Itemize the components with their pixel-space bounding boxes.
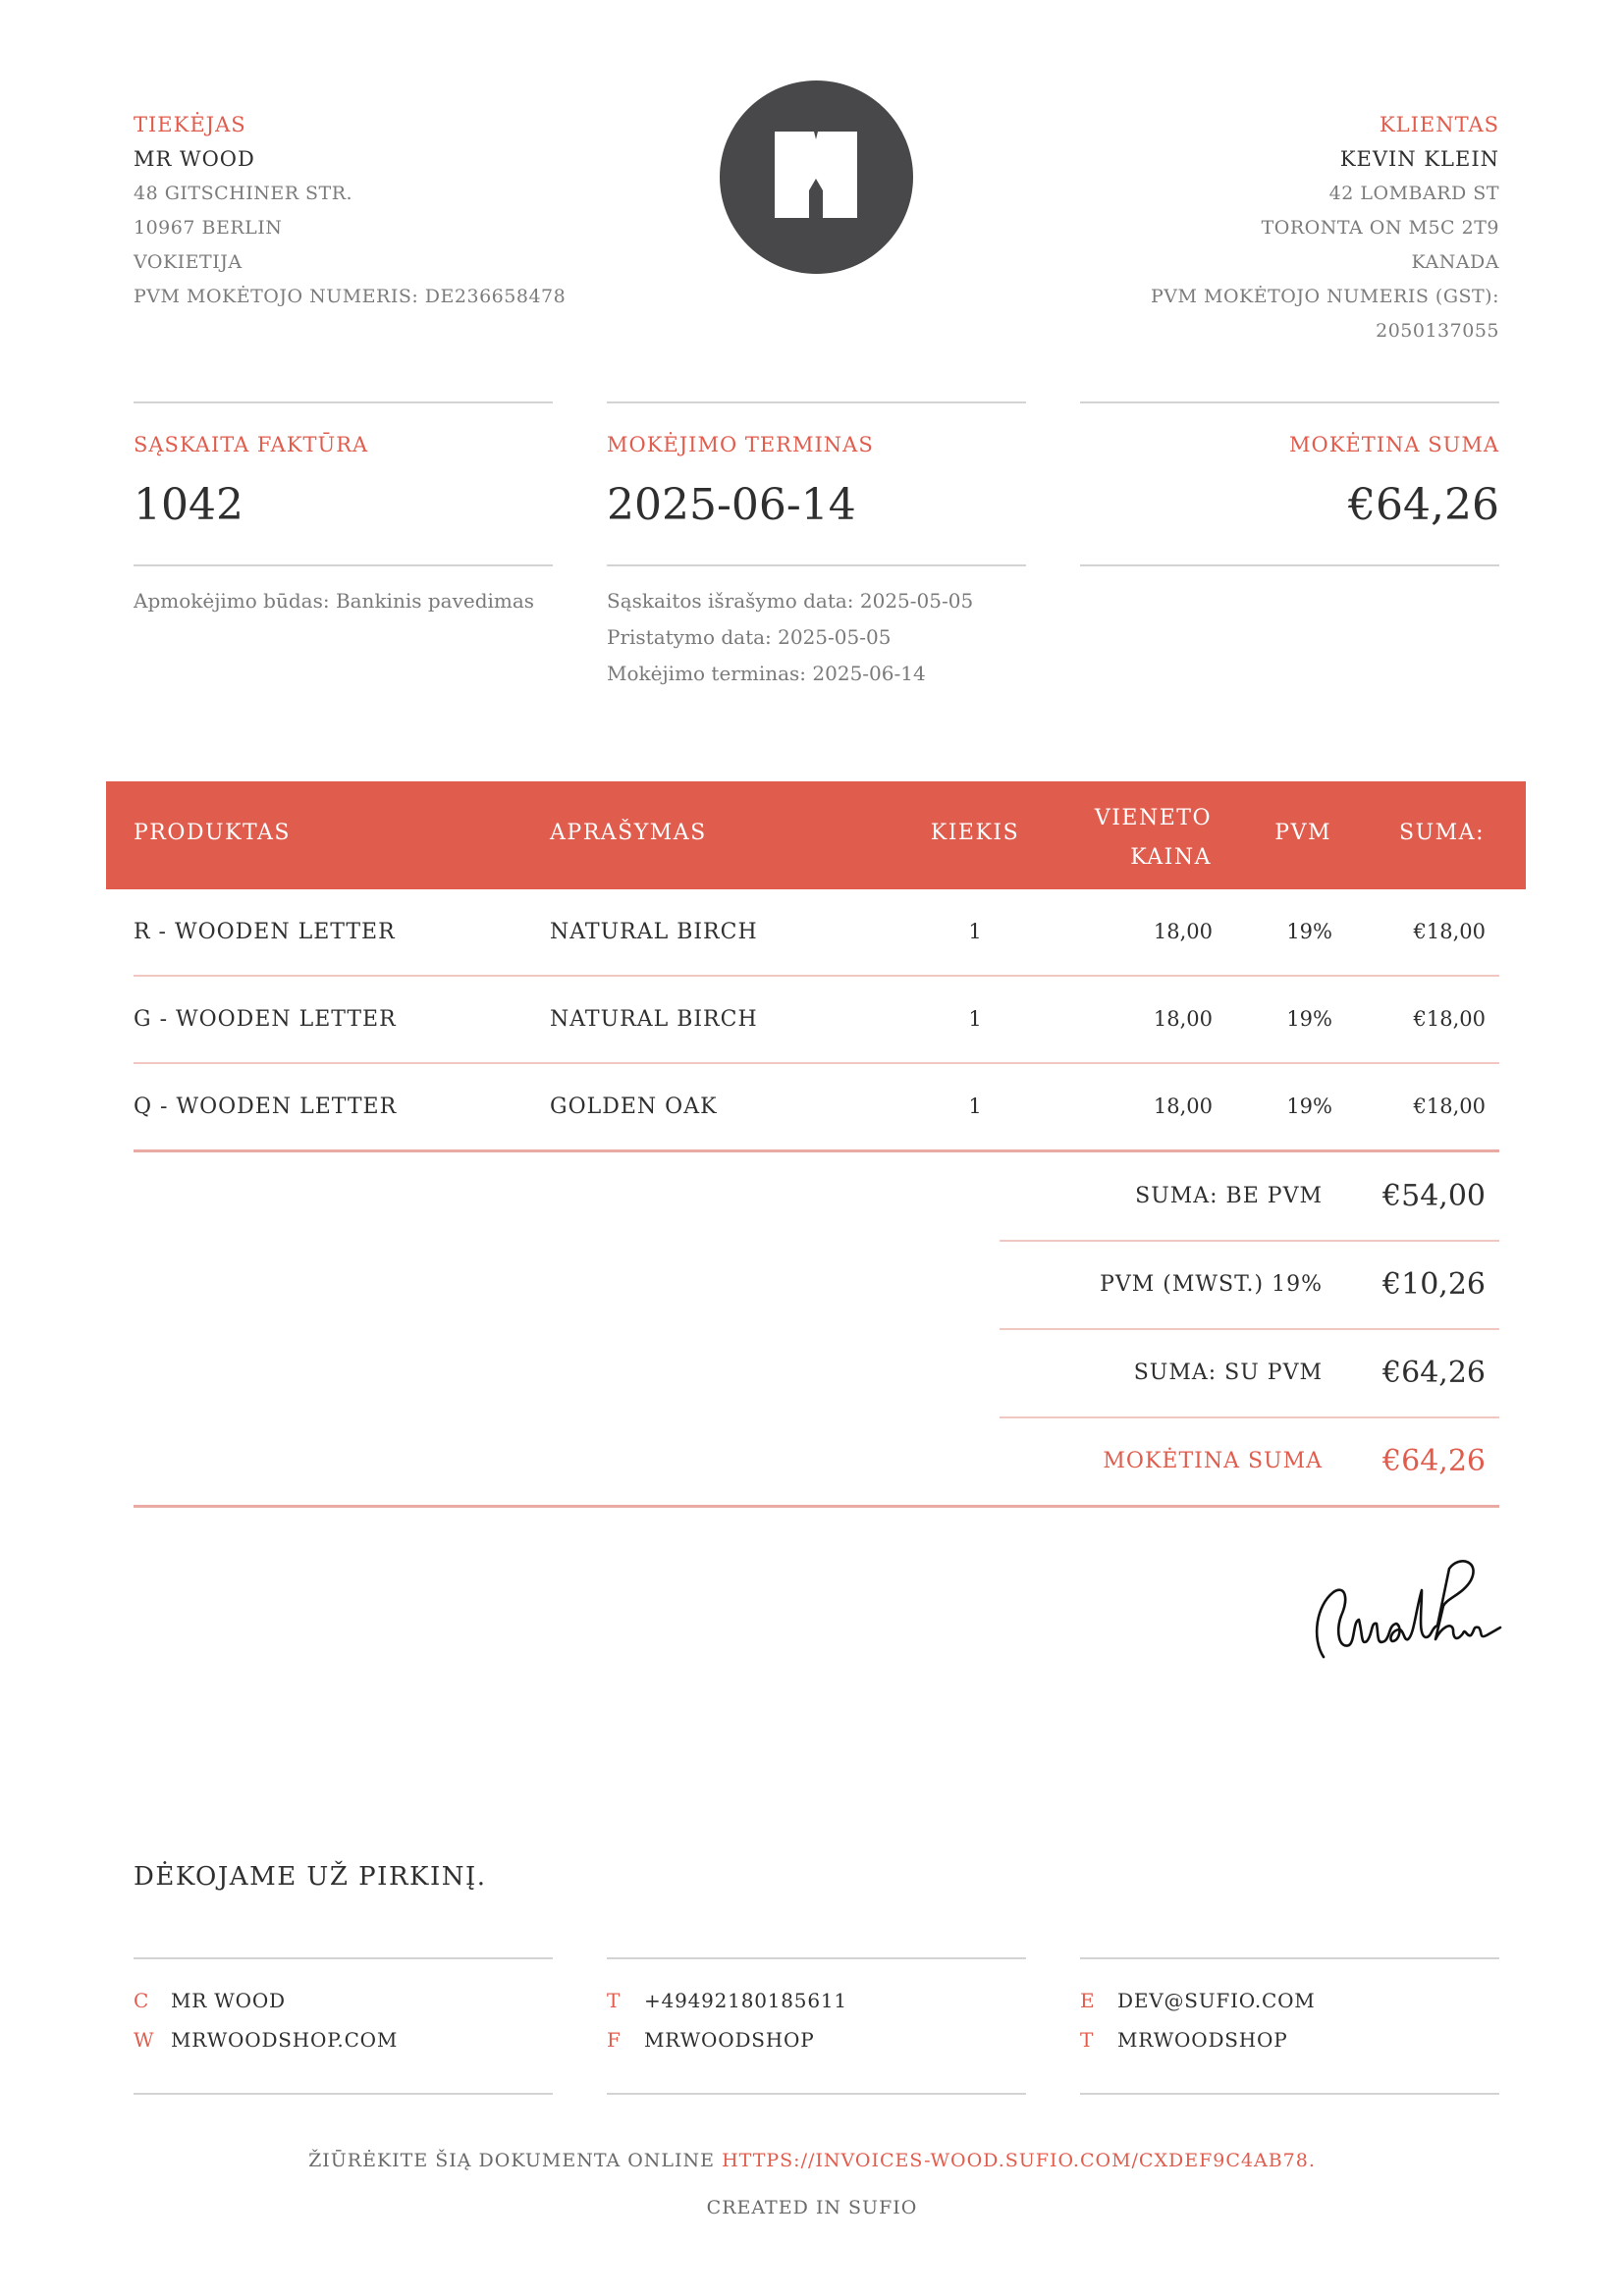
row-product: G - WOODEN LETTER bbox=[134, 1007, 397, 1032]
table-row bbox=[134, 977, 1499, 1064]
delivery-date: Pristatymo data: 2025-05-05 bbox=[607, 625, 892, 649]
due-row bbox=[1000, 1418, 1499, 1505]
amount-due: €64,26 bbox=[1348, 480, 1499, 530]
header-unit-price-line1: VIENETO bbox=[1094, 806, 1212, 830]
vat-label: PVM (MWST.) 19% bbox=[1100, 1272, 1323, 1297]
contact-key: T bbox=[607, 1989, 621, 2012]
invoice-number-label: SĄSKAITA FAKTŪRA bbox=[134, 433, 369, 456]
due-label: MOKĖTINA SUMA bbox=[1103, 1449, 1323, 1473]
logo-glyph bbox=[720, 80, 913, 274]
row-description: NATURAL BIRCH bbox=[550, 920, 758, 944]
invoice-number-column bbox=[134, 401, 553, 619]
client-vat-label: PVM MOKĖTOJO NUMERIS (GST): bbox=[1151, 286, 1499, 307]
vat-row bbox=[1000, 1242, 1499, 1330]
row-vat: 19% bbox=[1286, 920, 1332, 943]
supplier-label: TIEKĖJAS bbox=[134, 113, 246, 136]
total-value: €64,26 bbox=[1382, 1356, 1486, 1390]
header-description: APRAŠYMAS bbox=[550, 821, 707, 845]
amount-due-column bbox=[1080, 401, 1499, 566]
total-row bbox=[1000, 1330, 1499, 1418]
divider bbox=[1080, 2093, 1499, 2095]
issue-date: Sąskaitos išrašymo data: 2025-05-05 bbox=[607, 589, 974, 613]
due-value: €64,26 bbox=[1382, 1444, 1486, 1478]
supplier-name: MR WOOD bbox=[134, 147, 255, 171]
contact-phone bbox=[607, 1981, 847, 2020]
header-total: SUMA: bbox=[1399, 821, 1485, 845]
client-name: KEVIN KLEIN bbox=[1339, 147, 1499, 171]
due-date-label: MOKĖJIMO TERMINAS bbox=[607, 433, 874, 456]
contact-value[interactable]: DEV@SUFIO.COM bbox=[1117, 1989, 1316, 2012]
supplier-vat: PVM MOKĖTOJO NUMERIS: DE236658478 bbox=[134, 286, 567, 307]
totals-divider bbox=[134, 1505, 1499, 1508]
client-address1: 42 LOMBARD ST bbox=[1328, 183, 1499, 204]
header-unit-price bbox=[1095, 799, 1212, 878]
online-note bbox=[0, 2150, 1624, 2171]
row-unit-price: 18,00 bbox=[1153, 1095, 1213, 1118]
header-product: PRODUKTAS bbox=[134, 821, 291, 845]
client-label: KLIENTAS bbox=[1379, 113, 1499, 136]
due-date-column bbox=[607, 401, 1026, 692]
row-quantity: 1 bbox=[968, 1095, 982, 1118]
row-total: €18,00 bbox=[1413, 1007, 1486, 1031]
client-address2: TORONTA ON M5C 2T9 bbox=[1261, 217, 1499, 239]
client-vat-number: 2050137055 bbox=[1376, 320, 1499, 342]
payment-method: Apmokėjimo būdas: Bankinis pavedimas bbox=[134, 589, 535, 613]
divider bbox=[607, 2093, 1026, 2095]
contact-web[interactable] bbox=[134, 2020, 398, 2059]
subtotal-label: SUMA: BE PVM bbox=[1135, 1184, 1323, 1208]
online-text: ŽIŪRĖKITE ŠIĄ DOKUMENTA ONLINE bbox=[308, 2150, 716, 2171]
row-quantity: 1 bbox=[968, 1007, 982, 1031]
subtotal-value: €54,00 bbox=[1382, 1179, 1486, 1213]
row-total: €18,00 bbox=[1413, 920, 1486, 943]
row-description: GOLDEN OAK bbox=[550, 1095, 718, 1119]
row-quantity: 1 bbox=[968, 920, 982, 943]
contact-email[interactable] bbox=[1080, 1981, 1316, 2020]
contact-twitter[interactable] bbox=[1080, 2020, 1287, 2059]
header-quantity: KIEKIS bbox=[930, 821, 1020, 845]
payment-term: Mokėjimo terminas: 2025-06-14 bbox=[607, 662, 926, 685]
divider bbox=[1080, 564, 1499, 566]
contact-key: E bbox=[1080, 1989, 1095, 2012]
row-vat: 19% bbox=[1286, 1007, 1332, 1031]
client-country: KANADA bbox=[1411, 251, 1499, 273]
row-total: €18,00 bbox=[1413, 1095, 1486, 1118]
divider bbox=[134, 401, 553, 403]
supplier-country: VOKIETIJA bbox=[134, 251, 243, 273]
contact-company bbox=[134, 1981, 286, 2020]
client-block bbox=[989, 110, 1499, 348]
contact-value: +4949218018561​1 bbox=[644, 1989, 847, 2012]
divider bbox=[134, 564, 553, 566]
subtotal-row bbox=[1000, 1153, 1499, 1242]
mr-wood-logo-icon bbox=[720, 80, 913, 274]
row-product: Q - WOODEN LETTER bbox=[134, 1095, 398, 1119]
due-date: 2025-06-14 bbox=[607, 480, 856, 530]
vat-value: €10,26 bbox=[1382, 1267, 1486, 1302]
contact-key: T bbox=[1080, 2028, 1094, 2052]
thanks-message: DĖKOJAME UŽ PIRKINĮ. bbox=[134, 1862, 487, 1892]
contact-value[interactable]: MRWOODSHOP bbox=[644, 2028, 815, 2052]
contact-value[interactable]: MRWOODSHOP.COM bbox=[171, 2028, 399, 2052]
row-product: R - WOODEN LETTER bbox=[134, 920, 396, 944]
header-vat: PVM bbox=[1274, 821, 1331, 845]
supplier-address2: 10967 BERLIN bbox=[134, 217, 283, 239]
created-in: CREATED IN SUFIO bbox=[706, 2197, 918, 2218]
table-header bbox=[106, 781, 1526, 889]
row-unit-price: 18,00 bbox=[1153, 1007, 1213, 1031]
contact-key: F bbox=[607, 2028, 621, 2052]
divider bbox=[134, 1957, 553, 1959]
signature-drawing bbox=[1306, 1551, 1502, 1669]
row-description: NATURAL BIRCH bbox=[550, 1007, 758, 1032]
header-unit-price-line2: KAINA bbox=[1130, 845, 1212, 870]
row-unit-price: 18,00 bbox=[1153, 920, 1213, 943]
divider bbox=[607, 1957, 1026, 1959]
invoice-number: 1042 bbox=[134, 480, 244, 530]
contact-value: MR WOOD bbox=[171, 1989, 286, 2012]
online-url-link[interactable]: HTTPS://INVOICES-WOOD.SUFIO.COM/CXDEF9C4AB78. bbox=[722, 2150, 1316, 2171]
total-label: SUMA: SU PVM bbox=[1133, 1361, 1323, 1385]
contact-key: W bbox=[134, 2028, 154, 2052]
table-row bbox=[134, 1064, 1499, 1152]
supplier-block bbox=[134, 110, 644, 314]
amount-due-label: MOKĖTINA SUMA bbox=[1288, 433, 1499, 456]
supplier-address1: 48 GITSCHINER STR. bbox=[134, 183, 353, 204]
contact-facebook[interactable] bbox=[607, 2020, 814, 2059]
divider bbox=[1080, 1957, 1499, 1959]
contact-value[interactable]: MRWOODSHOP bbox=[1117, 2028, 1288, 2052]
divider bbox=[134, 2093, 553, 2095]
table-row bbox=[134, 889, 1499, 977]
divider bbox=[607, 564, 1026, 566]
divider bbox=[1080, 401, 1499, 403]
row-vat: 19% bbox=[1286, 1095, 1332, 1118]
divider bbox=[607, 401, 1026, 403]
contact-key: C bbox=[134, 1989, 149, 2012]
signature bbox=[1306, 1551, 1502, 1669]
